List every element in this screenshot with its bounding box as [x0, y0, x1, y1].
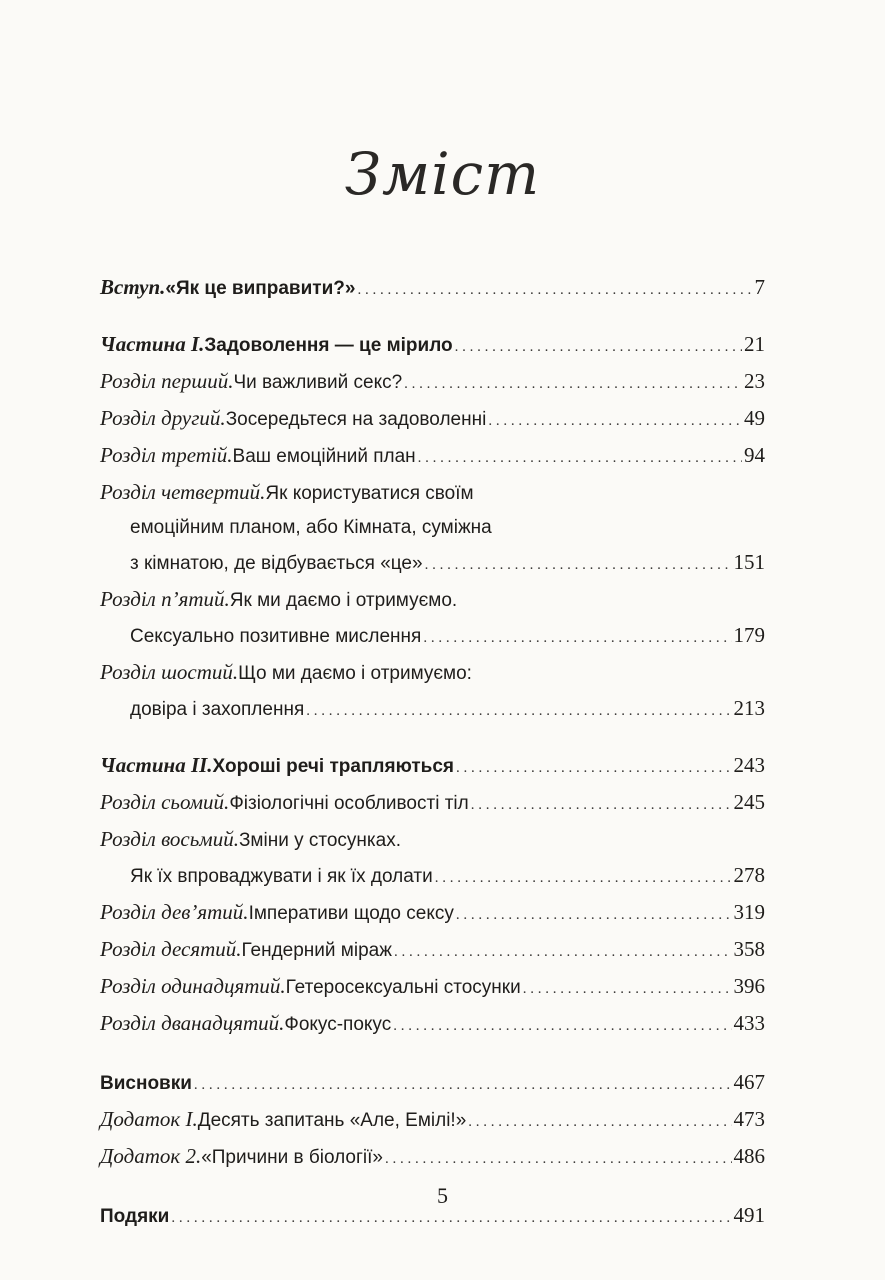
toc-entry-prefix: Додаток 2.: [100, 1144, 202, 1168]
toc-entry-chapter-3[interactable]: [100, 438, 765, 475]
toc-entry-page: 49: [744, 406, 765, 430]
toc-entry-chapter-2[interactable]: [100, 401, 765, 438]
toc-entry-page: 245: [733, 790, 765, 814]
toc-entry-part-2[interactable]: [100, 748, 765, 785]
toc-entry-prefix: Розділ десятий.: [100, 937, 242, 961]
toc-entry-chapter-8[interactable]: [100, 822, 765, 895]
toc-entry-chapter-1[interactable]: [100, 364, 765, 401]
toc-entry-label: Чи важливий секс?: [233, 372, 403, 393]
toc-entry-prefix: Розділ сьомий.: [100, 790, 230, 814]
toc-entry-chapter-6[interactable]: [100, 655, 765, 728]
toc-entry-conclusions[interactable]: [100, 1065, 765, 1102]
dot-leader: [456, 898, 732, 932]
toc-entry-page: 151: [733, 550, 765, 574]
toc-entry-page: 396: [733, 974, 765, 998]
page-number: 5: [437, 1183, 448, 1208]
toc-entry-page: 491: [733, 1203, 765, 1227]
toc-entry-appendix-2[interactable]: [100, 1139, 765, 1176]
toc-entry-label: Імперативи щодо сексу: [248, 903, 454, 924]
dot-leader: [194, 1068, 732, 1102]
toc-entry-label: Ваш емоційний план: [232, 446, 416, 467]
toc-entry-page: 94: [744, 443, 765, 467]
toc-entry-label: Зміни у стосунках.: [238, 830, 402, 851]
toc-entry-label: Як користуватися своїм: [265, 483, 474, 504]
toc-entry-page: 23: [744, 369, 765, 393]
dot-leader: [357, 273, 752, 307]
toc-entry-part-1[interactable]: [100, 327, 765, 364]
toc-entry-prefix: Розділ п’ятий.: [100, 587, 230, 611]
toc-entry-label: «Причини в біології»: [201, 1147, 383, 1168]
toc-entry-label-line2: Сексуально позитивне мислення: [130, 626, 422, 647]
table-of-contents: [100, 270, 765, 1235]
toc-entry-prefix: Розділ другий.: [100, 406, 226, 430]
toc-entry-label: «Як це виправити?»: [165, 278, 356, 299]
dot-leader: [456, 751, 732, 785]
dot-leader: [425, 548, 732, 582]
dot-leader: [423, 621, 731, 655]
toc-entry-label: Зосередьтеся на задоволенні: [225, 409, 487, 430]
toc-entry-intro[interactable]: [100, 270, 765, 307]
toc-entry-page: 473: [733, 1107, 765, 1131]
dot-leader: [468, 1105, 731, 1139]
toc-entry-label: Що ми даємо і отримуємо:: [238, 663, 472, 684]
dot-leader: [393, 1009, 731, 1043]
toc-entry-page: 21: [744, 332, 765, 356]
toc-entry-label: Гендерний міраж: [241, 940, 392, 961]
toc-entry-prefix: Розділ перший.: [100, 369, 234, 393]
toc-entry-chapter-11[interactable]: [100, 969, 765, 1006]
toc-entry-prefix: Розділ дванадцятий.: [100, 1011, 285, 1035]
toc-entry-prefix: Додаток І.: [100, 1107, 198, 1131]
toc-entry-prefix: Частина І.: [100, 332, 205, 356]
toc-entry-prefix: Розділ третій.: [100, 443, 233, 467]
toc-entry-chapter-9[interactable]: [100, 895, 765, 932]
dot-leader: [306, 694, 731, 728]
dot-leader: [488, 404, 742, 438]
dot-leader: [471, 788, 732, 822]
toc-entry-prefix: Розділ шостий.: [100, 660, 239, 684]
toc-entry-label: Фокус-покус: [284, 1014, 392, 1035]
toc-entry-chapter-7[interactable]: [100, 785, 765, 822]
toc-entry-label-line3: з кімнатою, де відбувається «це»: [130, 553, 423, 574]
toc-entry-chapter-5[interactable]: [100, 582, 765, 655]
toc-entry-prefix: Вступ.: [100, 275, 166, 299]
dot-leader: [404, 367, 742, 401]
toc-entry-prefix: Розділ одинадцятий.: [100, 974, 286, 998]
dot-leader: [435, 861, 732, 895]
toc-entry-chapter-12[interactable]: [100, 1006, 765, 1043]
toc-entry-prefix: Розділ четвертий.: [100, 480, 266, 504]
toc-entry-page: 319: [733, 900, 765, 924]
toc-entry-label: Десять запитань «Але, Емілі!»: [197, 1110, 467, 1131]
toc-entry-label: Висновки: [100, 1073, 192, 1094]
dot-leader: [418, 441, 742, 475]
toc-entry-page: 213: [733, 696, 765, 720]
toc-entry-label: Хороші речі трапляються: [212, 756, 454, 777]
toc-entry-prefix: Частина ІІ.: [100, 753, 213, 777]
toc-entry-page: 486: [733, 1144, 765, 1168]
dot-leader: [523, 972, 732, 1006]
toc-entry-chapter-4[interactable]: [100, 475, 765, 582]
toc-entry-prefix: Розділ дев’ятий.: [100, 900, 249, 924]
toc-entry-page: 278: [733, 863, 765, 887]
toc-entry-page: 179: [733, 623, 765, 647]
toc-entry-page: 467: [733, 1070, 765, 1094]
toc-entry-label-line2: Як їх впроваджувати і як їх долати: [130, 866, 433, 887]
toc-entry-page: 433: [733, 1011, 765, 1035]
dot-leader: [385, 1142, 732, 1176]
dot-leader: [455, 330, 742, 364]
toc-entry-label: Як ми даємо і отримуємо.: [229, 590, 458, 611]
toc-entry-page: 243: [733, 753, 765, 777]
toc-entry-prefix: Розділ восьмий.: [100, 827, 239, 851]
toc-entry-label: Задоволення — це мірило: [204, 335, 453, 356]
toc-entry-chapter-10[interactable]: [100, 932, 765, 969]
page-title: Зміст: [344, 140, 541, 208]
toc-entry-page: 7: [754, 275, 765, 299]
dot-leader: [394, 935, 732, 969]
toc-entry-page: 358: [733, 937, 765, 961]
toc-entry-label: Подяки: [100, 1206, 170, 1227]
toc-entry-label-line2: емоційним планом, або Кімната, суміжна: [130, 517, 492, 538]
toc-entry-appendix-1[interactable]: [100, 1102, 765, 1139]
toc-entry-label: Гетеросексуальні стосунки: [285, 977, 521, 998]
toc-entry-label-line2: довіра і захоплення: [130, 699, 305, 720]
toc-entry-label: Фізіологічні особливості тіл: [229, 793, 469, 814]
